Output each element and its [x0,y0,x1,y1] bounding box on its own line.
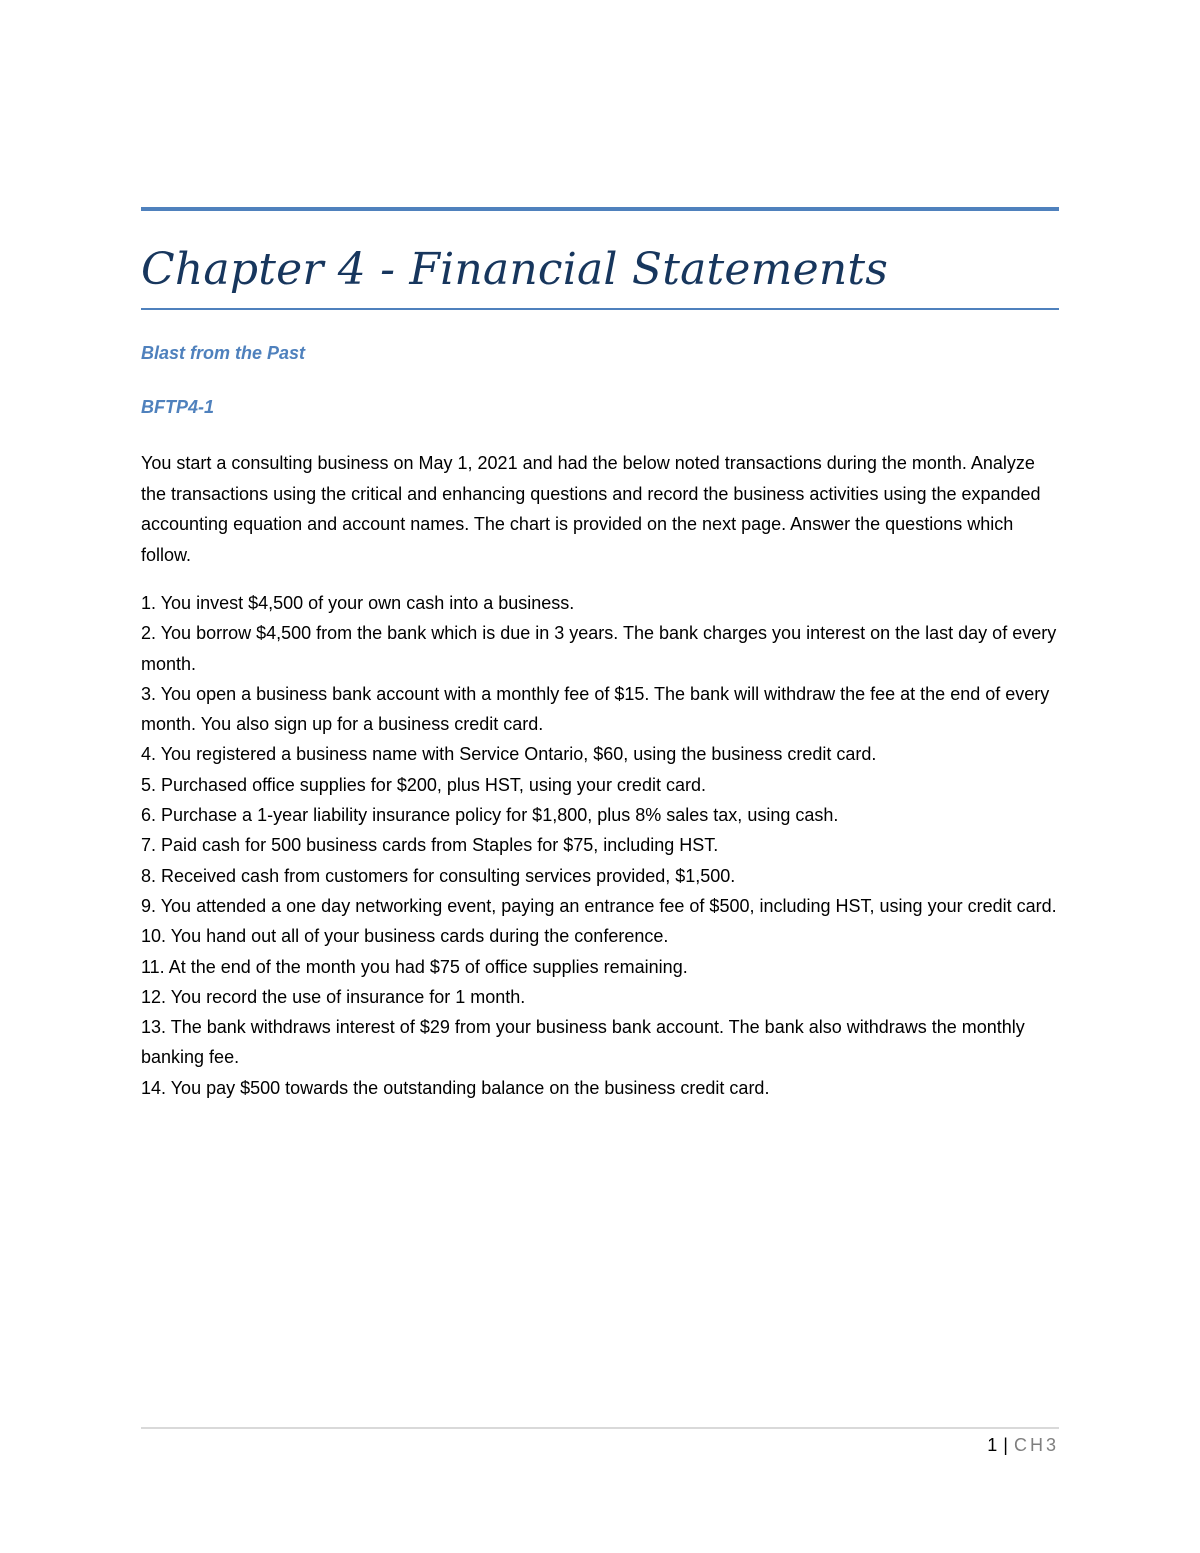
chapter-label: CH3 [1013,1435,1059,1455]
transaction-item: 13. The bank withdraws interest of $29 from your business bank account. The bank also withdraws the monthly banking fee. [141,1017,1025,1068]
transaction-item: 8. Received cash from customers for consulting services provided, $1,500. [141,865,736,886]
intro-paragraph: You start a consulting business on May 1, 2021 and had the below noted transactions during the month. Analyze the transactions using the critical and enhancing questions and record the business activities using the expanded accounting equation and account names. The chart is provided on the next page. Answer the questions which follow. [141,453,1041,565]
chapter-title: Chapter 4 - Financial Statements [141,244,889,295]
section-heading: Blast from the Past [141,343,306,363]
title-bottom-rule [141,308,1059,310]
transaction-item: 5. Purchased office supplies for $200, plus HST, using your credit card. [141,774,706,795]
transaction-item: 4. You registered a business name with Service Ontario, $60, using the business credit card. [141,744,877,765]
transaction-item: 6. Purchase a 1-year liability insurance policy for $1,800, plus 8% sales tax, using cash. [141,805,839,826]
footer-rule [141,1427,1059,1429]
exercise-id: BFTP4-1 [141,397,215,417]
transaction-item: 3. You open a business bank account with a monthly fee of $15. The bank will withdraw the fee at the end of every month. You also sign up for a business credit card. [141,683,1050,735]
transaction-item: 1. You invest $4,500 of your own cash into a business. [141,593,575,613]
footer-separator: | [1003,1435,1008,1455]
transaction-item: 11. At the end of the month you had $75 of office supplies remaining. [141,956,688,977]
transaction-item: 7. Paid cash for 500 business cards from Staples for $75, including HST. [141,835,719,856]
title-top-rule [141,207,1059,211]
page-footer [987,1432,1059,1458]
transaction-item: 10. You hand out all of your business cards during the conference. [141,926,669,947]
transaction-item: 12. You record the use of insurance for 1 month. [141,986,526,1007]
page-number: 1 [987,1435,998,1455]
transaction-item: 9. You attended a one day networking event, paying an entrance fee of $500, including HST, using your credit card. [141,895,1057,916]
transaction-item: 2. You borrow $4,500 from the bank which is due in 3 years. The bank charges you interest on the last day of every month. [141,623,1057,674]
transaction-item: 14. You pay $500 towards the outstanding balance on the business credit card. [141,1077,770,1098]
transaction-list [141,588,1059,1103]
